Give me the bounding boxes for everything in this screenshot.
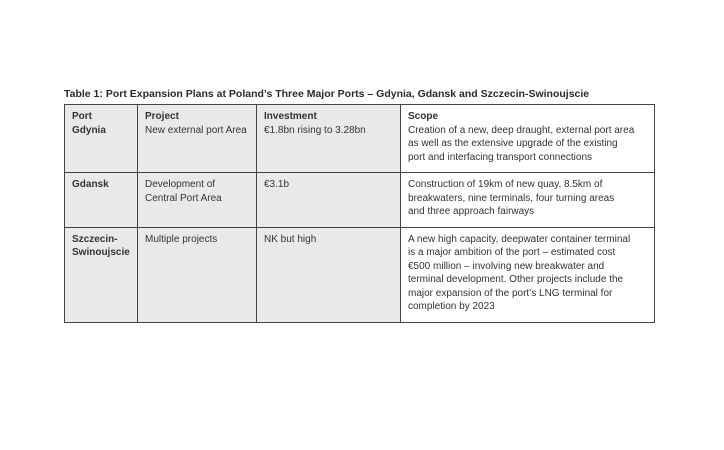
scope-line: as well as the extensive upgrade of the existing	[408, 138, 618, 149]
port-header: Port	[72, 111, 92, 122]
investment-text: NK but high	[264, 233, 317, 245]
project-cell	[138, 105, 257, 173]
port-cell	[65, 173, 138, 228]
investment-text: €1.8bn rising to 3.28bn	[264, 124, 366, 136]
project-text: Multiple projects	[145, 233, 218, 245]
investment-text: €3.1b	[264, 179, 290, 190]
scope-cell	[401, 105, 655, 173]
table-row	[65, 173, 655, 228]
scope-line: Construction of 19km of new quay, 8.5km of	[408, 179, 603, 190]
scope-line: €500 million – involving new breakwater and	[408, 260, 605, 272]
project-text: New external port Area	[145, 124, 247, 136]
scope-header: Scope	[408, 111, 439, 122]
port-name: Swinoujscie	[72, 247, 130, 258]
scope-line: terminal development. Other projects include the	[408, 274, 624, 285]
port-cell	[65, 105, 138, 173]
scope-line: Creation of a new, deep draught, external port area	[408, 124, 635, 136]
scope-line: is a major ambition of the port – estimated cost	[408, 247, 616, 258]
scope-line: and three approach fairways	[408, 206, 535, 217]
scope-line: major expansion of the port’s LNG terminal for	[408, 287, 613, 299]
port-name: Gdynia	[72, 124, 106, 136]
scope-line: A new high capacity, deepwater container terminal	[408, 233, 631, 245]
investment-header: Investment	[264, 111, 317, 122]
table-row	[65, 227, 655, 322]
project-text: Central Port Area	[145, 192, 222, 204]
scope-line: completion by 2023	[408, 301, 495, 312]
port-name: Szczecin-	[72, 233, 118, 245]
scope-line: breakwaters, nine terminals, four turning areas	[408, 192, 615, 204]
investment-cell	[257, 105, 401, 173]
project-cell	[138, 173, 257, 228]
port-name: Gdansk	[72, 179, 109, 190]
investment-cell	[257, 227, 401, 322]
scope-line: port and interfacing transport connections	[408, 151, 592, 163]
scope-cell	[401, 227, 655, 322]
port-cell	[65, 227, 138, 322]
table-caption: Table 1: Port Expansion Plans at Poland’s Three Major Ports – Gdynia, Gdansk and Szczecin-Swinoujscie	[64, 88, 590, 100]
project-header: Project	[145, 111, 179, 122]
project-text: Development of	[145, 179, 216, 190]
investment-cell	[257, 173, 401, 228]
scope-cell	[401, 173, 655, 228]
project-cell	[138, 227, 257, 322]
port-expansion-table	[64, 104, 655, 323]
table-row	[65, 105, 655, 173]
